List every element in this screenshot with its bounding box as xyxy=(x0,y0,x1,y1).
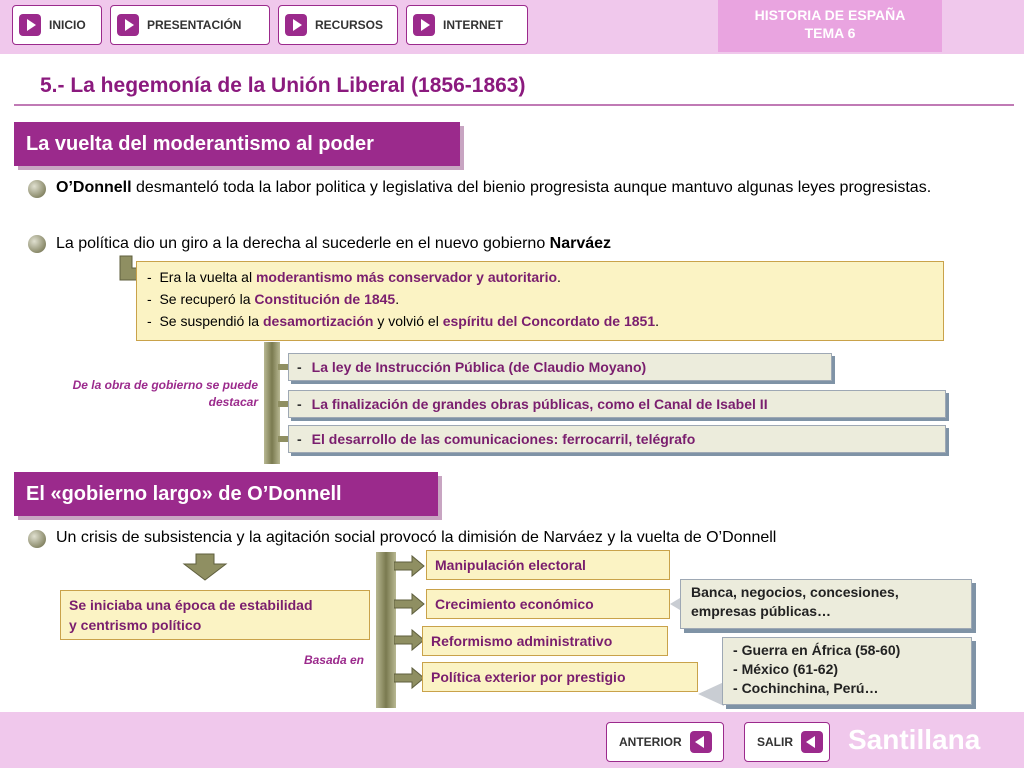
bullet-icon xyxy=(28,235,46,253)
title-divider xyxy=(14,104,1014,106)
play-icon xyxy=(413,14,435,36)
pillar-item: Política exterior por prestigio xyxy=(422,662,698,692)
work-item: - La ley de Instrucción Pública (de Claudio Moyano) xyxy=(288,353,832,381)
previous-button[interactable]: ANTERIOR xyxy=(606,722,724,762)
bullet-icon xyxy=(28,530,46,548)
work-item: - La finalización de grandes obras públicas, como el Canal de Isabel II xyxy=(288,390,946,418)
play-icon xyxy=(117,14,139,36)
moderantismo-box xyxy=(136,261,944,341)
note-basada-en: Basada en xyxy=(303,653,364,667)
pillar-item: Manipulación electoral xyxy=(426,550,670,580)
work-item: - El desarrollo de las comunicaciones: ferrocarril, telégrafo xyxy=(288,425,946,453)
exit-button[interactable]: SALIR xyxy=(744,722,830,762)
play-icon xyxy=(285,14,307,36)
arrow-down-icon xyxy=(182,552,228,582)
nav-recursos-button[interactable]: RECURSOS xyxy=(278,5,398,45)
nav-internet-button[interactable]: INTERNET xyxy=(406,5,528,45)
list-item: - Era la vuelta al moderantismo más conservador y autoritario. xyxy=(147,269,561,285)
paragraph-crisis: Un crisis de subsistencia y la agitación social provocó la dimisión de Narváez y la vuelta de O’Donnell xyxy=(56,529,777,546)
section-heading-gobierno-largo: El «gobierno largo» de O’Donnell xyxy=(14,472,438,516)
paragraph-narvaez: La política dio un giro a la derecha al sucederle en el nuevo gobierno Narváez xyxy=(56,235,612,252)
bullet-icon xyxy=(28,180,46,198)
list-item: - México (61-62) xyxy=(733,661,839,677)
paragraph-odonnell: O’Donnell desmanteló toda la labor politica y legislativa del bienio progresista aunque mantuvo algunas leyes progresistas. xyxy=(56,179,932,196)
stability-box: Se iniciaba una época de estabilidad y centrismo político xyxy=(60,590,370,640)
nav-inicio-button[interactable]: INICIO xyxy=(12,5,102,45)
foreign-policy-box xyxy=(722,637,972,705)
back-arrow-icon xyxy=(690,731,712,753)
brand-logo: Santillana xyxy=(848,724,981,755)
play-icon xyxy=(19,14,41,36)
nav-presentacion-button[interactable]: PRESENTACIÓN xyxy=(110,5,270,45)
pillar-graphic xyxy=(376,552,396,708)
list-item: - Se suspendió la desamortización y volvió el espíritu del Concordato de 1851. xyxy=(147,313,659,329)
note-obra-gobierno: De la obra de gobierno se puede destacar xyxy=(72,378,258,409)
back-arrow-icon xyxy=(801,731,823,753)
pillar-item: Crecimiento económico xyxy=(426,589,670,619)
page-title: 5.- La hegemonía de la Unión Liberal (1856-1863) xyxy=(40,74,526,97)
course-label: HISTORIA DE ESPAÑA TEMA 6 xyxy=(718,0,942,52)
list-item: - Guerra en África (58-60) xyxy=(733,642,901,658)
economy-box: Banca, negocios, concesiones, empresas públicas… xyxy=(680,579,972,629)
pillar-item: Reformismo administrativo xyxy=(422,626,668,656)
section-heading-moderantismo: La vuelta del moderantismo al poder xyxy=(14,122,460,166)
list-item: - Cochinchina, Perú… xyxy=(733,680,879,696)
list-item: - Se recuperó la Constitución de 1845. xyxy=(147,291,400,307)
